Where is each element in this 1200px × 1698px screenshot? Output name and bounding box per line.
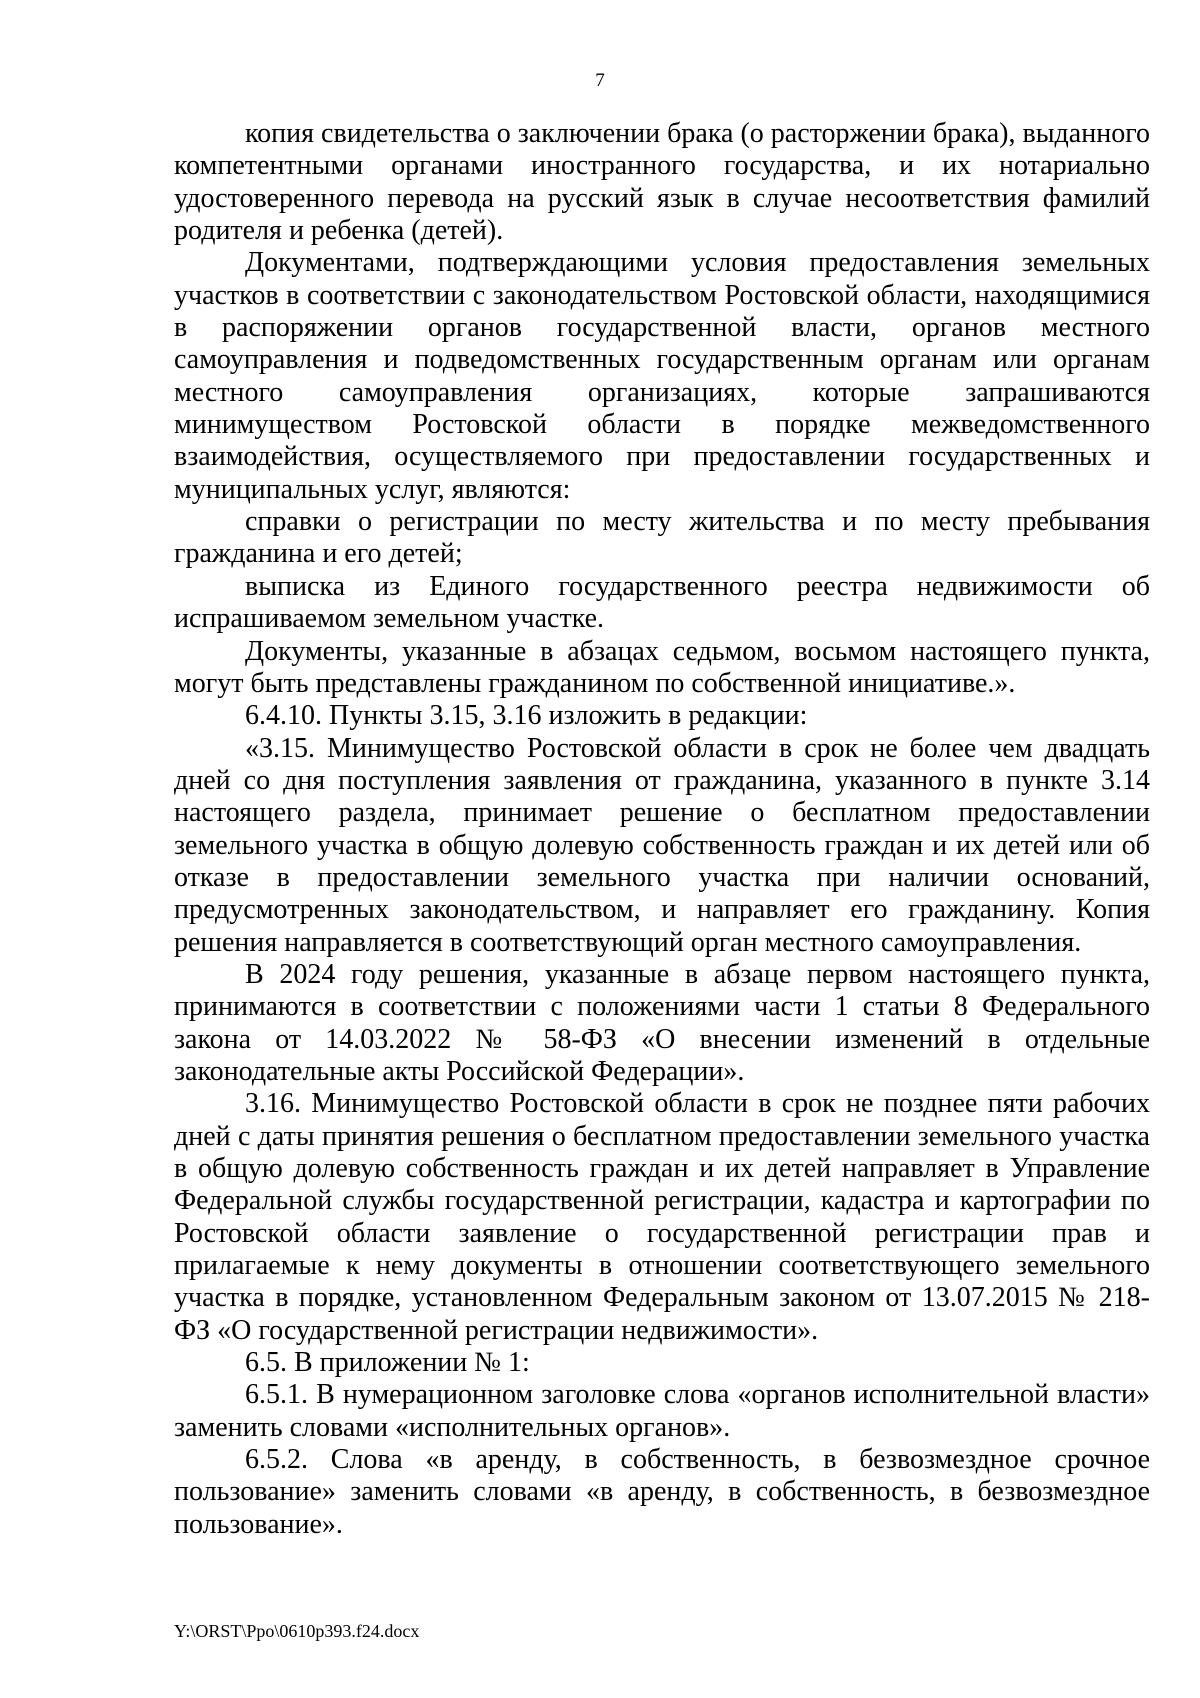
file-path-footer: Y:\ORST\Ppo\0610p393.f24.docx <box>174 1621 420 1641</box>
document-body <box>174 118 1150 1541</box>
paragraph: выписка из Единого государственного реестра недвижимости об испрашиваемом земельном участке. <box>174 570 1150 635</box>
paragraph: 6.4.10. Пункты 3.15, 3.16 изложить в редакции: <box>245 700 808 732</box>
paragraph: Документы, указанные в абзацах седьмом, восьмом настоящего пункта, могут быть представлены гражданином по собственной инициативе.». <box>174 635 1150 699</box>
paragraph: Документами, подтверждающими условия предоставления земельных участков в соответствии с законодательством Ростовской области, находящимися в распоряжении органов государственной власти, органов местного самоуправления и подведомственных государственным органам или органам местного самоуправления организациях, которые запрашиваются минимуществом Ростовской области в порядке межведомственного взаимодействия, осуществляемого при предоставлении государственных и муниципальных услуг, являются: <box>174 247 1150 505</box>
paragraph: 6.5.1. В нумерационном заголовке слова «органов исполнительной власти» заменить словами «исполнительных органов». <box>174 1379 1150 1443</box>
paragraph: копия свидетельства о заключении брака (о расторжении брака), выданного компетентными органами иностранного государства, и их нотариально удостоверенного перевода на русский язык в случае несоответствия фамилий родителя и ребенка (детей). <box>174 118 1150 247</box>
paragraph: «3.15. Минимущество Ростовской области в срок не более чем двадцать дней со дня поступления заявления от гражданина, указанного в пункте 3.14 настоящего раздела, принимает решение о бесплатном предоставлении земельного участка в общую долевую собственность граждан и их детей или об отказе в предоставлении земельного участка при наличии оснований, предусмотренных законодательством, и направляет его гражданину. Копия решения направляется в соответствующий орган местного самоуправления. <box>174 732 1150 958</box>
paragraph: 3.16. Минимущество Ростовской области в срок не позднее пяти рабочих дней с даты принятия решения о бесплатном предоставлении земельного участка в общую долевую собственность граждан и их детей направляет в Управление Федеральной службы государственной регистрации, кадастра и картографии по Ростовской области заявление о государственной регистрации прав и прилагаемые к нему документы в отношении соответствующего земельного участка в порядке, установленном Федеральным законом от 13.07.2015 № 218-ФЗ «О государственной регистрации недвижимости». <box>174 1088 1150 1346</box>
page-number: 7 <box>595 70 605 91</box>
paragraph: 6.5.2. Слова «в аренду, в собственность, в безвозмездное срочное пользование» заменить словами «в аренду, в собственность, в безвозмездное пользование». <box>174 1444 1150 1540</box>
paragraph: справки о регистрации по месту жительства и по месту пребывания гражданина и его детей; <box>174 506 1150 570</box>
paragraph: 6.5. В приложении № 1: <box>245 1347 530 1379</box>
paragraph: В 2024 году решения, указанные в абзаце первом настоящего пункта, принимаются в соответствии с положениями части 1 статьи 8 Федерального закона от 14.03.2022 № 58-ФЗ «О внесении изменений в отдельные законодательные акты Российской Федерации». <box>174 958 1150 1087</box>
